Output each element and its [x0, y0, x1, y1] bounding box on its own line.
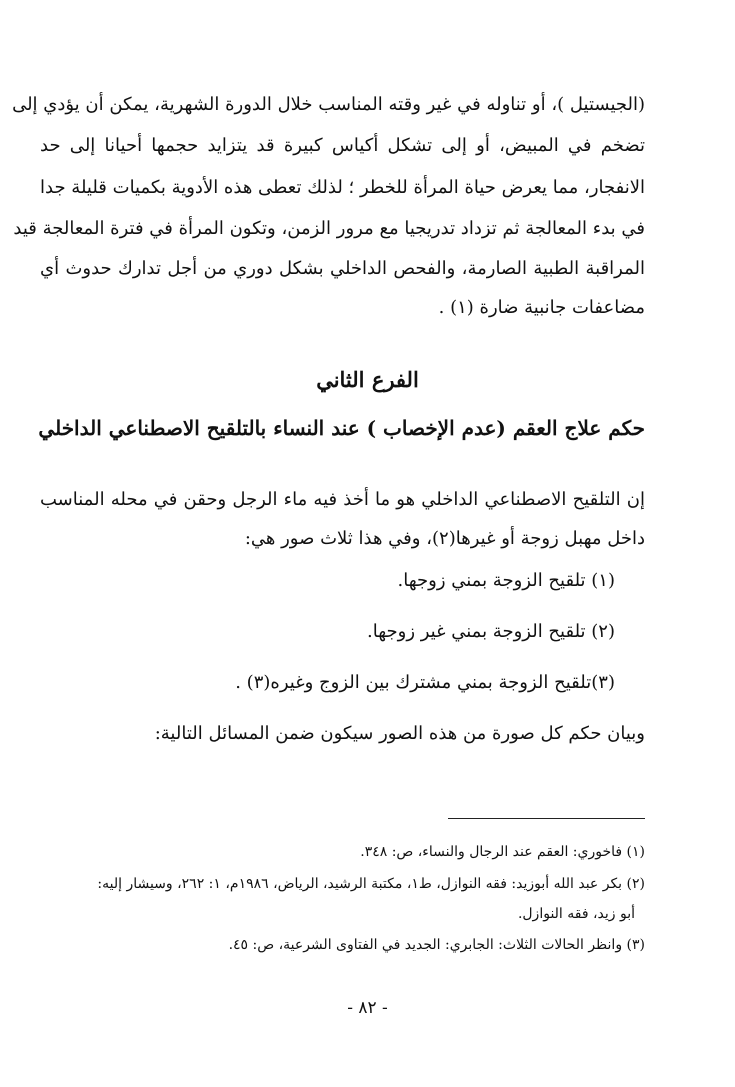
intro-line-1: (الجيستيل )، أو تناوله في غير وقته المناسب خلال الدورة الشهرية، يمكن أن يؤدي إلى: [12, 94, 645, 115]
footnote-separator: [448, 818, 645, 819]
footnote-2-continued: أبو زيد، فقه النوازل.: [517, 906, 635, 922]
intro-line-5: المراقبة الطبية الصارمة، والفحص الداخلي بشكل دوري من أجل تدارك حدوث أي: [40, 258, 645, 279]
intro-line-6: مضاعفات جانبية ضارة (١) .: [438, 297, 645, 318]
intro-line-4: في بدء المعالجة ثم تزداد تدريجيا مع مرور الزمن، وتكون المرأة في فترة المعالجة قيد: [13, 218, 645, 239]
footnote-1: (١) فاخوري: العقم عند الرجال والنساء، ص: ٣٤٨.: [360, 844, 645, 860]
footnote-2: (٢) بكر عبد الله أبوزيد: فقه النوازل، ط١، مكتبة الرشيد، الرياض، ١٩٨٦م، ١: ٢٦٢، وسيشار إليه:: [97, 876, 645, 892]
body-line-1: إن التلقيح الاصطناعي الداخلي هو ما أخذ فيه ماء الرجل وحقن في محله المناسب: [40, 489, 645, 510]
list-item-3: (٣)تلقيح الزوجة بمني مشترك بين الزوج وغيره(٣) .: [235, 672, 615, 693]
intro-line-3: الانفجار، مما يعرض حياة المرأة للخطر ؛ لذلك تعطى هذه الأدوية بكميات قليلة جدا: [40, 177, 645, 198]
intro-line-2: تضخم في المبيض، أو إلى تشكل أكياس كبيرة قد يتزايد حجمها أحيانا إلى حد: [40, 135, 645, 156]
closing-line: وبيان حكم كل صورة من هذه الصور سيكون ضمن المسائل التالية:: [154, 723, 645, 744]
list-item-2: (٢) تلقيح الزوجة بمني غير زوجها.: [367, 621, 615, 642]
page-number: - ٨٢ -: [347, 998, 388, 1018]
list-item-1: (١) تلقيح الزوجة بمني زوجها.: [397, 570, 615, 591]
section-heading: الفرع الثاني: [316, 367, 419, 392]
section-title: حكم علاج العقم (عدم الإخصاب ) عند النساء بالتلقيح الاصطناعي الداخلي: [38, 416, 645, 440]
footnote-3: (٣) وانظر الحالات الثلاث: الجابري: الجديد في الفتاوى الشرعية، ص: ٤٥.: [228, 937, 645, 953]
body-line-2: داخل مهبل زوجة أو غيرها(٢)، وفي هذا ثلاث صور هي:: [244, 528, 645, 549]
